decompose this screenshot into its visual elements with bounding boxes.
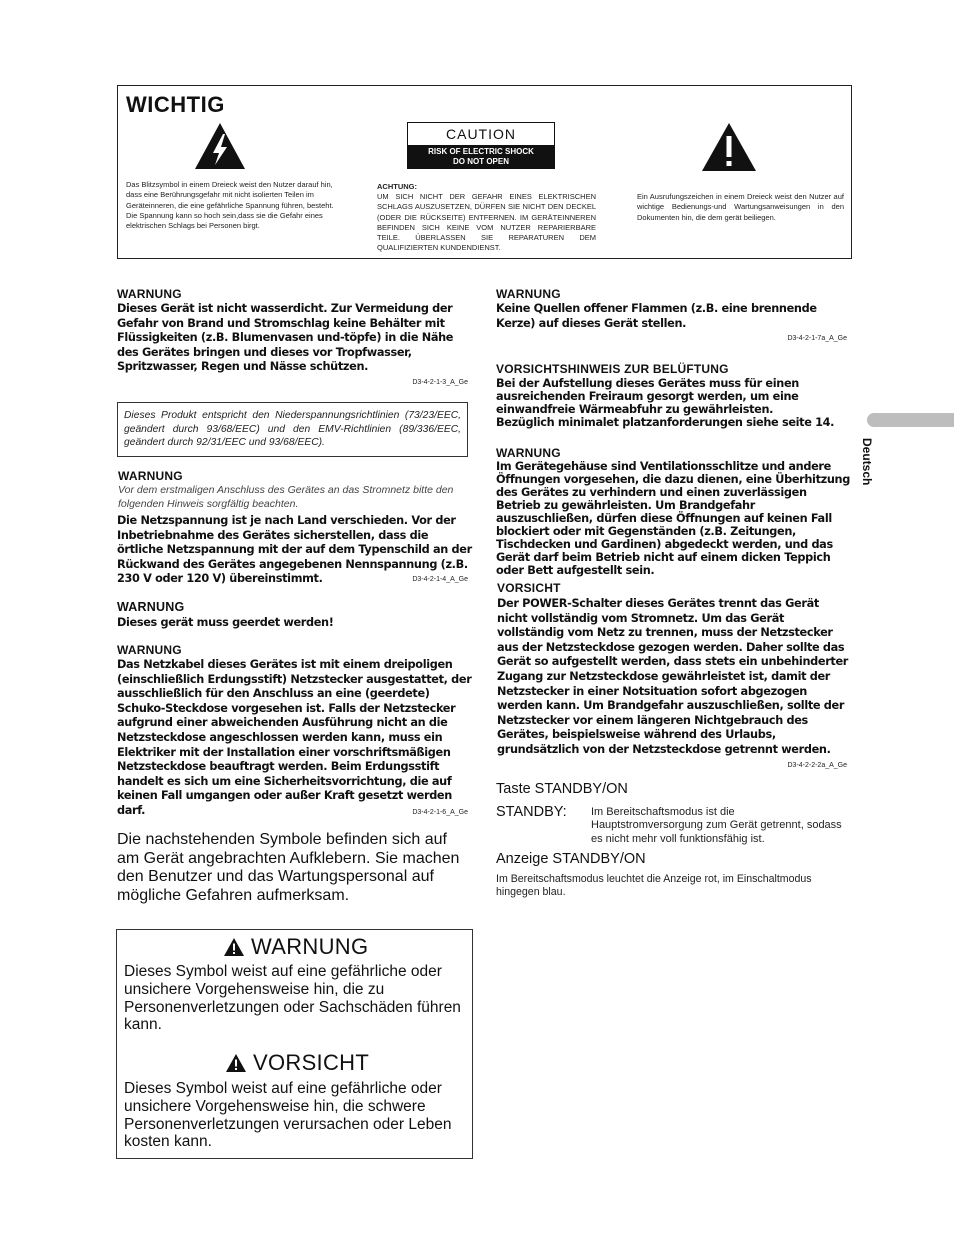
achtung-text: UM SICH NICHT DER GEFAHR EINES ELEKTRISCHEN SCHLAGS AUSZUSETZEN, DÜRFEN SIE NICHT DEN DECKEL (ODER DIE RÜCKSEITE) ENTFERNEN. IM GERÄTEINNEREN BEFINDEN SICH KEINE VOM NUTZER REPARIERBARE TEILE. ÜBERLASSEN SIE REPARATUREN DEM QUALIFIZIERTEN KUNDENDIENST. (377, 192, 596, 253)
caution-sub-line2: DO NOT OPEN (452, 157, 509, 166)
lightning-description: Das Blitzsymbol in einem Dreieck weist den Nutzer darauf hin, dass eine Berührungsgefahr mit nicht isolierten Teilen im Geräteinneren, die eine gefährliche Spannung führen, besteht. Die Spannung kann so hoch sein,dass sie die Gefahr eines elektrischen Schlags bei Personen birgt. (126, 180, 334, 231)
caution-2-heading: VORSICHT (497, 581, 561, 595)
vorsicht-title: VORSICHT (253, 1050, 370, 1075)
symbols-intro: Die nachstehenden Symbole befinden sich auf am Gerät angebrachten Aufklebern. Sie machen den Benutzer und das Wartungspersonal auf mögliche Gefahren aufmerksam. (117, 831, 460, 904)
caution-subtext (408, 145, 554, 168)
warning-1-code: D3-4-2-1-3_A_Ge (412, 379, 468, 386)
caution-triangle-icon (225, 1053, 247, 1073)
exclamation-warning-icon (701, 122, 757, 172)
warning-2-code: D3-4-2-1-4_A_Ge (412, 576, 468, 583)
standby-label: STANDBY: (496, 804, 567, 820)
caution-sub-line1: RISK OF ELECTRIC SHOCK (428, 147, 534, 156)
warnung-title: WARNUNG (251, 934, 369, 959)
warning-5-text: Keine Quellen offener Flammen (z.B. eine brennende Kerze) auf dieses Gerät stellen. (496, 302, 817, 330)
standby-indicator-text: Im Bereitschaftsmodus leuchtet die Anzeige rot, im Einschaltmodus hingegen blau. (496, 873, 812, 899)
warning-4-heading: WARNUNG (117, 643, 182, 657)
warning-4-text: Das Netzkabel dieses Gerätes ist mit einem dreipoligen (einschließlich Erdungsstift) Netzstecker ausgestattet, der ausschließlich für den Anschluss an eine (geerdete) Schuko-Steckdose vorgesehen ist. Falls der Netzstecker aufgrund einer abweichenden Ausführung nicht an die Netzsteckdose angeschlossen werden kann, muss ein Elektriker mit der Installation einer vorschriftsmäßigen Netzsteckdose beauftragt werden. Beim Erdungsstift handelt es sich um eine Sicherheitsvorrichtung, die auf keinen Fall umgangen oder außer Kraft gesetzt werden darf. (117, 658, 472, 817)
warning-6-text: Im Gerätegehäuse sind Ventilationsschlitze und andere Öffnungen vorgesehen, die dazu dienen, eine Überhitzung des Gerätes zu verhindern und einen zuverlässigen Betrieb zu gewährleisten. Um Brandgefahr auszuschließen, dürfen diese Öffnungen auf keinen Fall blockiert oder mit Gegenständen (z.B. Zeitungen, Tischdecken und Gardinen) abgedeckt werden, und das Gerät darf beim Betrieb nicht auf einem dicken Teppich oder Bett aufgestellt sein. (496, 460, 850, 577)
warning-1-text: Dieses Gerät ist nicht wasserdicht. Zur Vermeidung der Gefahr von Brand und Stromschlag keine Behälter mit Flüssigkeiten (z.B. Blumenvasen und-töpfe) in die Nähe des Gerätes bringen und dieses vor Tropfwasser, Spritzwasser, Regen und Nässe schützen. (117, 302, 454, 374)
ventilation-text: Bei der Aufstellung dieses Gerätes muss für einen ausreichenden Freiraum gesorgt werden, um eine einwandfreie Wärmeabfuhr zu gewährleisten. (496, 377, 799, 416)
caution-heading: CAUTION (446, 126, 516, 142)
ventilation-text-2: Bezüglich minimalet platzanforderungen siehe seite 14. (496, 416, 835, 429)
wichtig-title: WICHTIG (126, 92, 225, 117)
warning-5-heading: WARNUNG (496, 287, 561, 301)
low-voltage-directive-box: Dieses Produkt entspricht den Niederspannungsrichtlinien (73/23/EEC, geändert durch 93/68/EEC) und den EMV-Richtlinien (89/336/EEC, geändert durch 92/31/EEC und 93/68/EEC). (117, 402, 468, 457)
warning-3-heading: WARNUNG (117, 600, 185, 614)
warning-6-heading: WARNUNG (496, 446, 561, 460)
standby-indicator-heading: Anzeige STANDBY/ON (496, 851, 646, 867)
vorsicht-description: Dieses Symbol weist auf eine gefährliche oder unsichere Vorgehensweise hin, die schwere Personenverletzungen verursachen oder Leben kosten kann. (124, 1080, 452, 1151)
symbol-legend-box (116, 929, 473, 1159)
warning-5-code: D3-4-2-1-7a_A_Ge (787, 335, 847, 342)
achtung-label: ACHTUNG: (377, 182, 417, 191)
language-tab (867, 413, 954, 427)
caution-2-code: D3-4-2-2-2a_A_Ge (787, 762, 847, 769)
warnung-description: Dieses Symbol weist auf eine gefährliche oder unsichere Vorgehensweise hin, die zu Personenverletzungen oder Sachschäden führen kann. (124, 963, 461, 1034)
ventilation-heading: VORSICHTSHINWEIS ZUR BELÜFTUNG (496, 362, 729, 376)
warning-3-text: Dieses gerät muss geerdet werden! (117, 616, 334, 629)
exclamation-description: Ein Ausrufungszeichen in einem Dreieck weist den Nutzer auf wichtige Bedienungs-und Wartungsanweisungen in den Dokumenten hin, die dem gerät beiliegen. (637, 192, 844, 222)
caution-2-text: Der POWER-Schalter dieses Gerätes trennt das Gerät nicht vollständig vom Stromnetz. Um das Gerät vollständig vom Netz zu trennen, muss der Netzstecker aus der Netzsteckdose gezogen werden. Daher sollte das Gerät so aufgestellt werden, dass stets ein unbehinderter Zugang zur Netzsteckdose gewährleistet ist, damit der Netzstecker in einer Notsituation sofort abgezogen werden kann. Um Brandgefahr auszuschließen, sollte der Netzstecker vor einem längeren Nichtgebrauch des Gerätes, beispielsweise während des Urlaubs, grundsätzlich von der Netzsteckdose getrennt werden. (497, 597, 848, 756)
standby-description: Im Bereitschaftsmodus ist die Hauptstromversorgung zum Gerät getrennt, sodass es nicht mehr voll funktionsfähig ist. (591, 806, 842, 845)
standby-button-heading: Taste STANDBY/ON (496, 781, 628, 797)
warning-4-code: D3-4-2-1-6_A_Ge (412, 809, 468, 816)
important-safety-box (117, 85, 852, 259)
lightning-warning-icon (194, 122, 246, 170)
warning-triangle-icon (223, 937, 245, 957)
warning-2-text: Die Netzspannung ist je nach Land verschieden. Vor der Inbetriebnahme des Gerätes sicherstellen, dass die örtliche Netzspannung mit der auf dem Typenschild an der Rückwand des Gerätes angegebenen Nennspannung (z.B. 230 V oder 120 V) übereinstimmt. (117, 514, 472, 586)
warning-1-heading: WARNUNG (117, 287, 182, 301)
warning-2-italic: Vor dem erstmaligen Anschluss des Gerätes an das Stromnetz bitte den folgenden Hinweis sorgfältig beachten. (118, 484, 454, 510)
caution-label (407, 122, 555, 169)
warning-2-heading: WARNUNG (118, 469, 183, 483)
language-label: Deutsch (860, 438, 874, 486)
